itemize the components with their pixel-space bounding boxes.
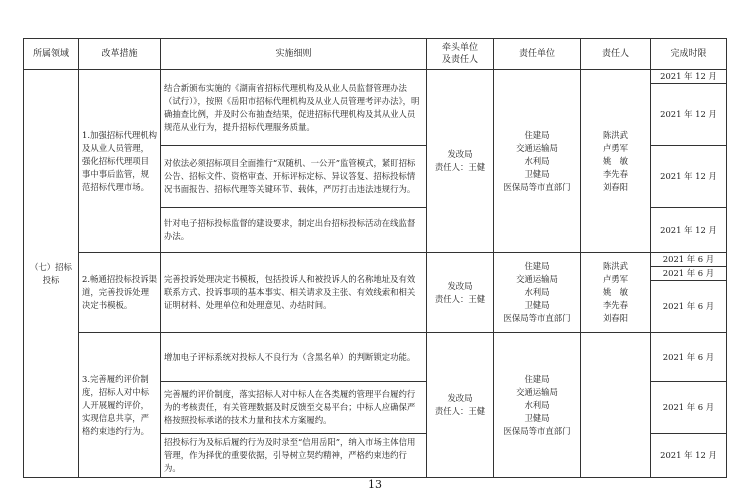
responsible-unit: 住建局 <box>524 129 550 140</box>
responsible-unit: 水利局 <box>524 287 550 297</box>
responsible-3 <box>494 333 581 478</box>
header-responsible: 责任单位 <box>494 39 581 70</box>
deadline-cell: 2021 年 6 月 <box>651 253 727 267</box>
responsible-unit: 医保局等市直部门 <box>503 181 571 192</box>
detail-3-1: 增加电子评标系统对投标人不良行为（含黑名单）的判断锁定功能。 <box>161 333 427 382</box>
person-name: 卢勇军 <box>602 142 629 153</box>
deadline-cell: 2021 年 12 月 <box>651 84 727 146</box>
person-name: 刘春阳 <box>602 181 629 192</box>
header-field: 所属领域 <box>24 39 79 70</box>
table-row <box>24 253 727 267</box>
header-detail: 实施细则 <box>161 39 427 70</box>
responsible-1 <box>494 70 581 253</box>
reform-measures-table <box>23 38 727 478</box>
person-name: 陈洪武 <box>602 129 629 140</box>
measure-2: 2.畅通招投标投诉渠道，完善投诉处理决定书模板。 <box>79 253 161 333</box>
deadline-cell: 2021 年 6 月 <box>651 382 727 434</box>
person-name: 刘春阳 <box>602 313 629 323</box>
responsible-2 <box>494 253 581 333</box>
deadline-cell: 2021 年 6 月 <box>651 267 727 281</box>
measure-1: 1.加强招标代理机构及从业人员管理，强化招标代理项目事中事后监管，规范招标代理市场。 <box>79 70 161 253</box>
header-lead: 牵头单位 及责任人 <box>427 39 494 70</box>
responsible-unit: 水利局 <box>524 399 550 410</box>
responsible-unit: 医保局等市直部门 <box>503 425 571 436</box>
person-name: 陈洪武 <box>602 261 629 271</box>
table-row <box>24 333 727 382</box>
responsible-unit: 医保局等市直部门 <box>503 313 571 323</box>
header-measure: 改革措施 <box>79 39 161 70</box>
responsible-unit: 住建局 <box>524 261 550 271</box>
deadline-cell: 2021 年 6 月 <box>651 281 727 333</box>
persons-1 <box>581 70 651 253</box>
responsible-unit: 交通运输局 <box>516 142 558 153</box>
person-name: 李先春 <box>602 300 629 310</box>
persons-3 <box>581 333 651 478</box>
responsible-unit: 卫健局 <box>524 412 550 423</box>
header-deadline: 完成时限 <box>651 39 727 70</box>
header-row <box>24 39 727 70</box>
responsible-unit: 卫健局 <box>524 300 550 310</box>
lead-3: 发改局 责任人：王健 <box>427 333 494 478</box>
header-person: 责任人 <box>581 39 651 70</box>
persons-2 <box>581 253 651 333</box>
responsible-unit: 水利局 <box>524 155 550 166</box>
detail-1-1: 结合新颁布实施的《湖南省招标代理机构及从业人员监督管理办法（试行）》，按照《岳阳市招标代理机构及从业人员管理考评办法》，明确抽查比例，并及时公布抽查结果，促进招标代理机构及其从业人员规范从业行为，提升招标代理服务质量。 <box>161 70 427 146</box>
responsible-unit: 交通运输局 <box>516 274 558 284</box>
page-number: 13 <box>368 478 382 491</box>
responsible-unit: 卫健局 <box>524 168 550 179</box>
detail-1-2: 对依法必须招标项目全面推行“双随机、一公开”监管模式，紧盯招标公告、招标文件、资格审查、开标评标定标、异议答复、招标投标情况书面报告、招标代理等关键环节、载体，严厉打击违法违规行为。 <box>161 146 427 208</box>
lead-1: 发改局 责任人：王健 <box>427 70 494 253</box>
detail-1-3: 针对电子招标投标监督的建设要求，制定出台招标投标活动在线监督办法。 <box>161 208 427 253</box>
lead-2: 发改局 责任人：王健 <box>427 253 494 333</box>
person-name: 姚 敏 <box>602 155 629 166</box>
field-cell: （七）招标投标 <box>24 70 79 478</box>
responsible-unit: 交通运输局 <box>516 386 558 397</box>
detail-2-1: 完善投诉处理决定书模板，包括投诉人和被投诉人的名称地址及有效联系方式、投诉事项的基本事实、相关请求及主张、有效线索和相关证明材料、处理单位和处理意见、办结时间。 <box>161 253 427 333</box>
deadline-cell: 2021 年 12 月 <box>651 208 727 253</box>
detail-3-2: 完善履约评价制度，落实招标人对中标人在各类履约管理平台履约行为的考核责任，有关管理数据及时反馈至交易平台；中标人应确保严格按照投标承诺的技术力量和技术方案履约。 <box>161 382 427 434</box>
deadline-cell: 2021 年 12 月 <box>651 70 727 84</box>
person-name: 李先春 <box>602 168 629 179</box>
responsible-unit: 住建局 <box>524 373 550 384</box>
table-row <box>24 70 727 84</box>
person-name: 姚 敏 <box>602 287 629 297</box>
detail-3-3: 招投标行为及标后履约行为及时录至“信用岳阳”，纳入市场主体信用管理，作为择优的重要依据，引导树立契约精神，严格约束违约行为。 <box>161 434 427 478</box>
deadline-cell: 2021 年 12 月 <box>651 146 727 208</box>
deadline-cell: 2021 年 12 月 <box>651 434 727 478</box>
measure-3: 3.完善履约评价制度，招标人对中标人开展履约评价，实现信息共享，严格约束违约行为。 <box>79 333 161 478</box>
person-name: 卢勇军 <box>602 274 629 284</box>
deadline-cell: 2021 年 6 月 <box>651 333 727 382</box>
